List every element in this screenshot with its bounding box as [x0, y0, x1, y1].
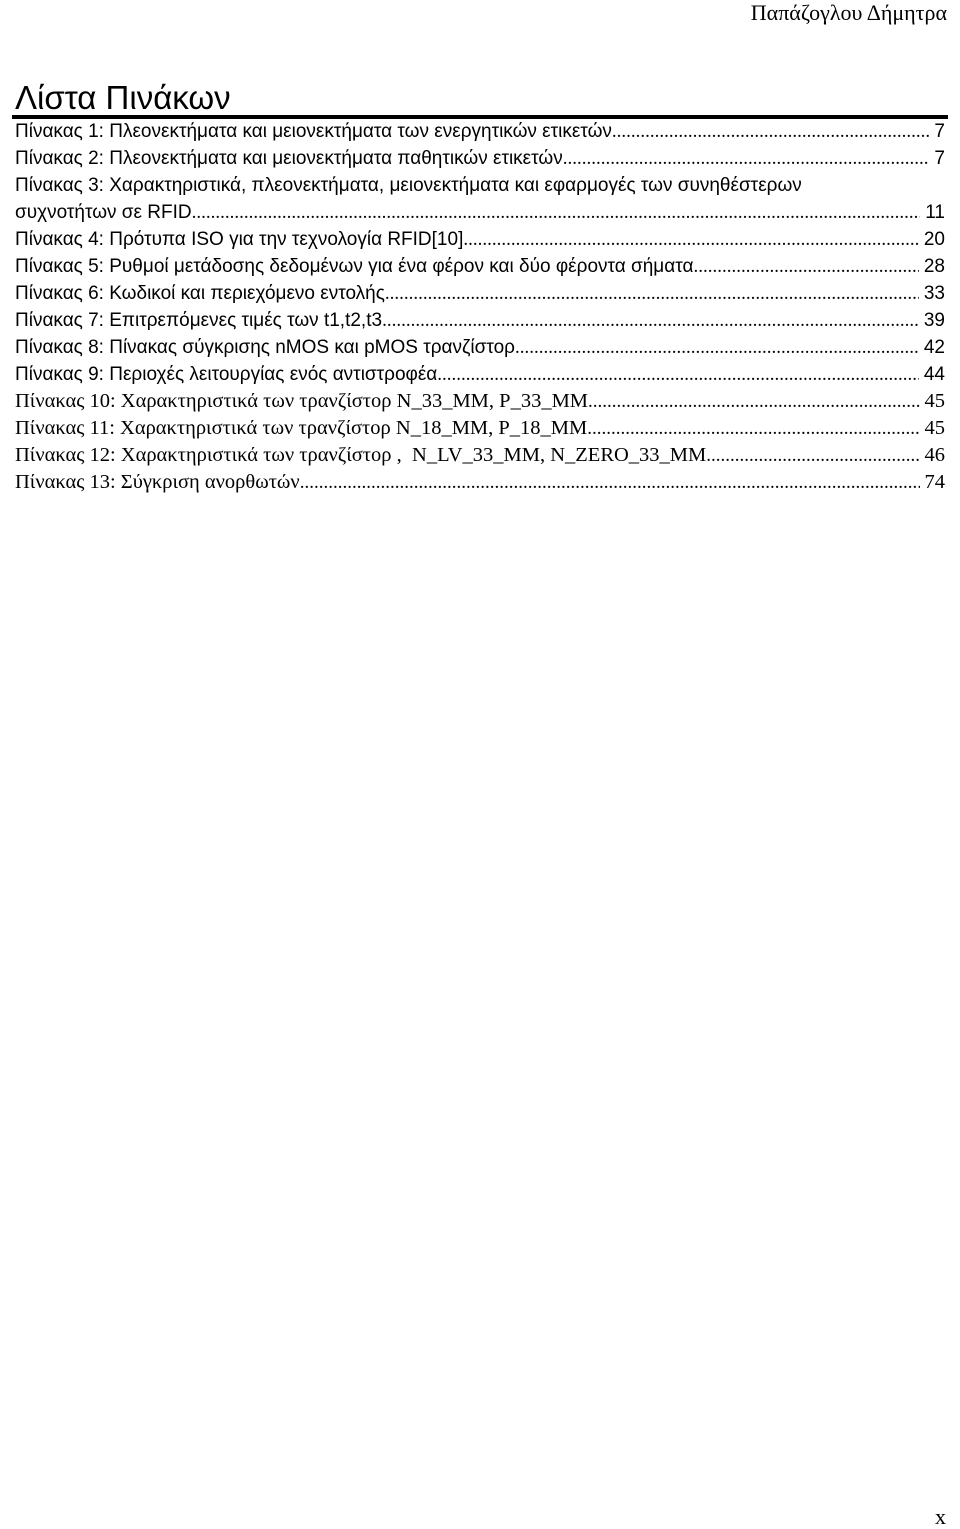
toc-entry-table-5[interactable] [15, 253, 945, 280]
toc-entry-page: 7 [934, 121, 945, 142]
dot-leader [463, 226, 919, 253]
toc-entry-page: 42 [923, 337, 945, 358]
toc-entry-label: Πίνακας 8: Πίνακας σύγκρισης nMOS και pMOS τρανζίστορ [15, 337, 515, 358]
toc-entry-table-4[interactable] [15, 226, 945, 253]
page-title: Λίστα Πινάκων [15, 79, 231, 116]
toc-entry-label: Πίνακας 7: Επιτρεπόμενες τιμές των t1,t2,t3 [15, 310, 383, 331]
dot-leader [588, 388, 919, 415]
toc-entry-table-6[interactable] [15, 280, 945, 307]
toc-entry-table-7[interactable] [15, 307, 945, 334]
list-of-tables [15, 118, 945, 496]
toc-entry-page: 45 [924, 417, 945, 439]
toc-entry-label: Πίνακας 6: Κωδικοί και περιεχόμενο εντολής [15, 283, 385, 304]
toc-entry-label: Πίνακας 1: Πλεονεκτήματα και μειονεκτήματα των ενεργητικών ετικετών [15, 121, 612, 142]
toc-entry-table-10[interactable] [15, 388, 945, 415]
toc-entry-page: 7 [934, 148, 945, 169]
toc-entry-label-line-2: συχνοτήτων σε RFID [15, 202, 192, 223]
dot-leader [192, 199, 921, 226]
toc-entry-page: 74 [924, 471, 945, 493]
toc-entry-table-3[interactable] [15, 172, 945, 226]
toc-entry-page: 44 [923, 364, 945, 385]
toc-entry-label: Πίνακας 4: Πρότυπα ISO για την τεχνολογία RFID[10] [15, 229, 464, 250]
toc-entry-label: Πίνακας 13: Σύγκριση ανορθωτών [15, 471, 300, 493]
toc-entry-table-1[interactable] [15, 118, 945, 145]
running-header-author: Παπάζογλου Δήμητρα [750, 0, 947, 25]
toc-entry-table-2[interactable] [15, 145, 945, 172]
dot-leader [563, 145, 930, 172]
toc-entry-table-13[interactable] [15, 469, 945, 496]
dot-leader [385, 280, 919, 307]
dot-leader [693, 253, 918, 280]
dot-leader [437, 361, 919, 388]
toc-entry-table-8[interactable] [15, 334, 945, 361]
toc-entry-page: 20 [923, 229, 945, 250]
toc-entry-page: 46 [924, 444, 945, 466]
toc-entry-label-line-1: Πίνακας 3: Χαρακτηριστικά, πλεονεκτήματα, μειονεκτήματα και εφαρμογές των συνηθέστερων [15, 175, 802, 196]
toc-entry-label: Πίνακας 12: Χαρακτηριστικά των τρανζίστορ , N_LV_33_MM, N_ZERO_33_MM [15, 444, 707, 466]
page-number: x [935, 1504, 946, 1529]
dot-leader [382, 307, 919, 334]
toc-entry-table-11[interactable] [15, 415, 945, 442]
toc-entry-label: Πίνακας 9: Περιοχές λειτουργίας ενός αντιστροφέα [15, 364, 438, 385]
toc-entry-label: Πίνακας 2: Πλεονεκτήματα και μειονεκτήματα παθητικών ετικετών [15, 148, 563, 169]
toc-entry-page: 45 [924, 390, 945, 412]
dot-leader [587, 415, 919, 442]
dot-leader [612, 118, 930, 145]
title-rule [12, 70, 948, 119]
dot-leader [706, 442, 919, 469]
toc-entry-table-9[interactable] [15, 361, 945, 388]
toc-entry-page: 39 [923, 310, 945, 331]
toc-entry-label: Πίνακας 11: Χαρακτηριστικά των τρανζίστορ N_18_MM, P_18_MM [15, 417, 588, 439]
toc-entry-label: Πίνακας 10: Χαρακτηριστικά των τρανζίστορ N_33_MM, P_33_MM [15, 390, 589, 412]
toc-entry-label: Πίνακας 5: Ρυθμοί μετάδοσης δεδομένων για ένα φέρον και δύο φέροντα σήματα [15, 256, 694, 277]
dot-leader [300, 469, 920, 496]
toc-entry-page: 28 [923, 256, 945, 277]
toc-entry-table-12[interactable] [15, 442, 945, 469]
dot-leader [515, 334, 919, 361]
toc-entry-page: 11 [925, 202, 945, 223]
toc-entry-page: 33 [923, 283, 945, 304]
